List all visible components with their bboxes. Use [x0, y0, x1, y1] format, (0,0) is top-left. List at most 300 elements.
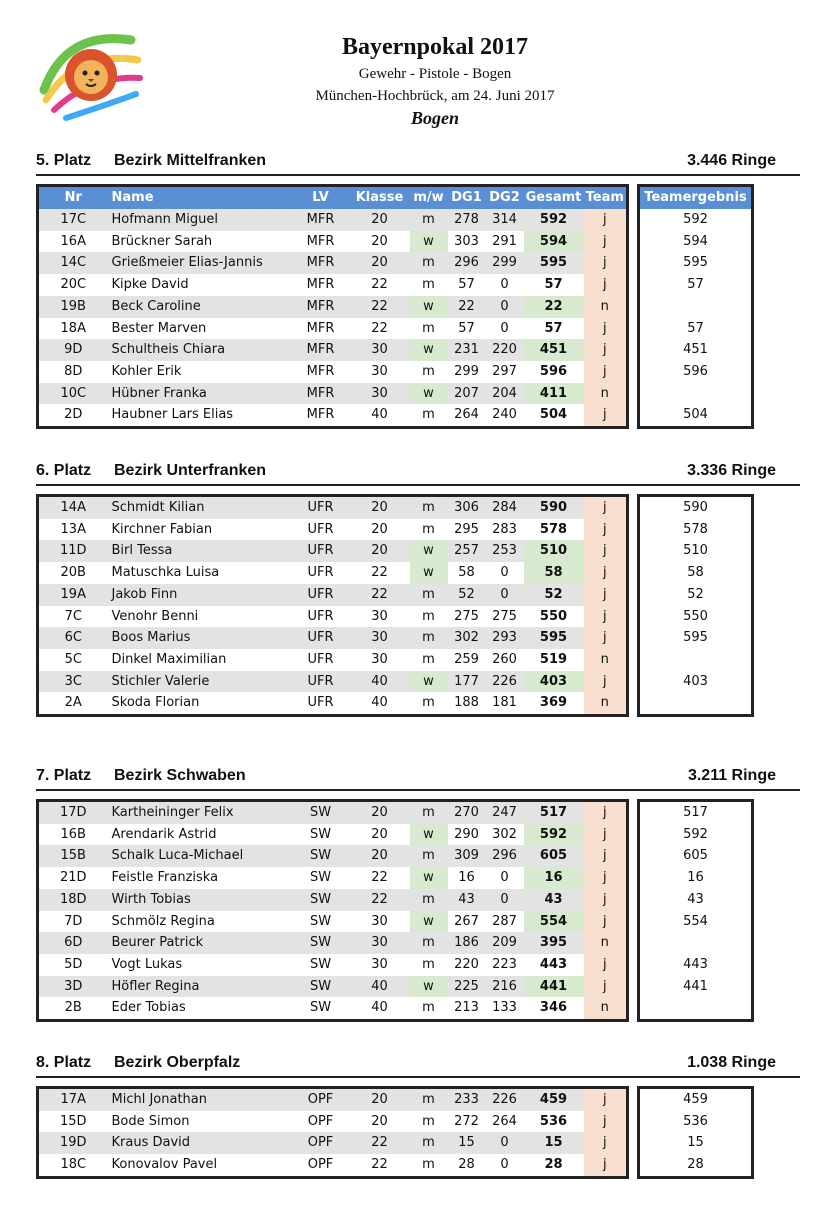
table-row: [38, 540, 753, 562]
table-header-row: [38, 186, 753, 210]
shooter-number: 6D: [38, 932, 108, 954]
column-header: Gesamt: [524, 186, 584, 210]
class-value: 40: [350, 692, 410, 715]
district-code: MFR: [292, 404, 350, 427]
class-value: 20: [350, 801, 410, 824]
shooter-number: 5C: [38, 649, 108, 671]
column-header: Klasse: [350, 186, 410, 210]
total-score: 595: [524, 627, 584, 649]
district-code: SW: [292, 932, 350, 954]
shooter-name: Schultheis Chiara: [108, 339, 292, 361]
section-heading: [36, 765, 800, 791]
class-value: 20: [350, 1111, 410, 1133]
round1-score: 57: [448, 274, 486, 296]
round2-score: 287: [486, 911, 524, 933]
round1-score: 309: [448, 845, 486, 867]
shooter-number: 19D: [38, 1132, 108, 1154]
column-separator: [628, 997, 639, 1020]
gender-value: w: [410, 231, 448, 253]
table-row: [38, 824, 753, 846]
round2-score: 314: [486, 209, 524, 231]
shooter-number: 16B: [38, 824, 108, 846]
shooter-name: Schmidt Kilian: [108, 496, 292, 519]
district-code: MFR: [292, 231, 350, 253]
gender-value: m: [410, 1088, 448, 1111]
table-row: [38, 231, 753, 253]
team-result: 504: [639, 404, 753, 427]
column-separator: [628, 252, 639, 274]
total-score: 605: [524, 845, 584, 867]
round2-score: 0: [486, 274, 524, 296]
gender-value: m: [410, 954, 448, 976]
total-score: 58: [524, 562, 584, 584]
shooter-number: 9D: [38, 339, 108, 361]
gender-value: m: [410, 584, 448, 606]
district-code: UFR: [292, 649, 350, 671]
total-score: 22: [524, 296, 584, 318]
total-score: 411: [524, 383, 584, 405]
shooter-number: 18C: [38, 1154, 108, 1177]
shooter-number: 17D: [38, 801, 108, 824]
table-row: [38, 845, 753, 867]
column-separator: [628, 671, 639, 693]
shooter-name: Kohler Erik: [108, 361, 292, 383]
gender-value: m: [410, 889, 448, 911]
shooter-name: Venohr Benni: [108, 606, 292, 628]
district-code: OPF: [292, 1088, 350, 1111]
column-separator: [628, 361, 639, 383]
team-flag: n: [584, 692, 628, 715]
table-row: [38, 519, 753, 541]
round1-score: 22: [448, 296, 486, 318]
column-separator: [628, 404, 639, 427]
column-separator: [628, 274, 639, 296]
round1-score: 306: [448, 496, 486, 519]
column-separator: [628, 1154, 639, 1177]
team-result: 28: [639, 1154, 753, 1177]
total-score: 369: [524, 692, 584, 715]
round1-score: 264: [448, 404, 486, 427]
column-separator: [628, 296, 639, 318]
team-result: 441: [639, 976, 753, 998]
round2-score: 209: [486, 932, 524, 954]
table-row: [38, 274, 753, 296]
round1-score: 213: [448, 997, 486, 1020]
team-result: 592: [639, 209, 753, 231]
round2-score: 275: [486, 606, 524, 628]
team-result: 592: [639, 824, 753, 846]
round2-score: 133: [486, 997, 524, 1020]
team-flag: j: [584, 824, 628, 846]
column-separator: [628, 209, 639, 231]
column-separator: [628, 496, 639, 519]
team-flag: n: [584, 296, 628, 318]
district-code: UFR: [292, 584, 350, 606]
table-row: [38, 209, 753, 231]
shooter-number: 6C: [38, 627, 108, 649]
column-separator: [628, 1132, 639, 1154]
gender-value: m: [410, 1154, 448, 1177]
column-separator: [628, 383, 639, 405]
district-code: SW: [292, 801, 350, 824]
total-score: 517: [524, 801, 584, 824]
gender-value: w: [410, 296, 448, 318]
team-flag: j: [584, 867, 628, 889]
team-flag: j: [584, 627, 628, 649]
shooter-name: Grießmeier Elias-Jannis: [108, 252, 292, 274]
class-value: 40: [350, 976, 410, 998]
shooter-number: 2B: [38, 997, 108, 1020]
district-code: MFR: [292, 339, 350, 361]
team-flag: j: [584, 976, 628, 998]
table-row: [38, 867, 753, 889]
column-separator: [628, 562, 639, 584]
column-header: DG2: [486, 186, 524, 210]
column-separator: [628, 824, 639, 846]
class-value: 40: [350, 997, 410, 1020]
shooter-name: Skoda Florian: [108, 692, 292, 715]
table-row: [38, 911, 753, 933]
round2-score: 226: [486, 1088, 524, 1111]
round2-score: 293: [486, 627, 524, 649]
section-place: 6. Platz: [36, 462, 92, 479]
shooter-number: 3C: [38, 671, 108, 693]
total-score: 15: [524, 1132, 584, 1154]
team-section: [36, 1052, 800, 1173]
results-table: [36, 494, 754, 717]
section-total: 3.446 Ringe: [687, 152, 776, 169]
column-separator: [628, 540, 639, 562]
total-score: 596: [524, 361, 584, 383]
column-header: Teamergebnis: [639, 186, 753, 210]
total-score: 578: [524, 519, 584, 541]
team-result: 554: [639, 911, 753, 933]
team-flag: j: [584, 519, 628, 541]
round2-score: 260: [486, 649, 524, 671]
district-code: UFR: [292, 606, 350, 628]
shooter-name: Boos Marius: [108, 627, 292, 649]
team-flag: j: [584, 889, 628, 911]
section-total: 1.038 Ringe: [687, 1054, 776, 1071]
round2-score: 297: [486, 361, 524, 383]
shooter-name: Michl Jonathan: [108, 1088, 292, 1111]
shooter-name: Stichler Valerie: [108, 671, 292, 693]
team-flag: j: [584, 361, 628, 383]
shooter-number: 15D: [38, 1111, 108, 1133]
class-value: 30: [350, 339, 410, 361]
class-value: 22: [350, 274, 410, 296]
shooter-number: 2D: [38, 404, 108, 427]
column-separator: [628, 584, 639, 606]
district-code: SW: [292, 976, 350, 998]
shooter-number: 17C: [38, 209, 108, 231]
column-header: Nr: [38, 186, 108, 210]
round1-score: 220: [448, 954, 486, 976]
round2-score: 0: [486, 889, 524, 911]
team-result: 16: [639, 867, 753, 889]
table-row: [38, 801, 753, 824]
district-code: UFR: [292, 562, 350, 584]
class-value: 22: [350, 1154, 410, 1177]
shooter-number: 8D: [38, 361, 108, 383]
class-value: 30: [350, 954, 410, 976]
class-value: 30: [350, 649, 410, 671]
class-value: 30: [350, 932, 410, 954]
schuetzenjugend-logo: [36, 20, 146, 130]
total-score: 451: [524, 339, 584, 361]
round1-score: 16: [448, 867, 486, 889]
total-score: 595: [524, 252, 584, 274]
shooter-name: Konovalov Pavel: [108, 1154, 292, 1177]
class-value: 22: [350, 889, 410, 911]
round1-score: 225: [448, 976, 486, 998]
round2-score: 302: [486, 824, 524, 846]
round1-score: 28: [448, 1154, 486, 1177]
round2-score: 283: [486, 519, 524, 541]
gender-value: m: [410, 997, 448, 1020]
team-result: 536: [639, 1111, 753, 1133]
team-flag: j: [584, 584, 628, 606]
round2-score: 264: [486, 1111, 524, 1133]
round1-score: 57: [448, 318, 486, 340]
gender-value: m: [410, 1111, 448, 1133]
team-result: 517: [639, 801, 753, 824]
section-heading: [36, 1052, 800, 1078]
round2-score: 220: [486, 339, 524, 361]
shooter-number: 20B: [38, 562, 108, 584]
round1-score: 278: [448, 209, 486, 231]
class-value: 22: [350, 1132, 410, 1154]
column-separator: [628, 932, 639, 954]
shooter-number: 16A: [38, 231, 108, 253]
section-place: 5. Platz: [36, 152, 92, 169]
team-flag: j: [584, 231, 628, 253]
round1-score: 272: [448, 1111, 486, 1133]
total-score: 43: [524, 889, 584, 911]
round2-score: 253: [486, 540, 524, 562]
page-title: Bayernpokal 2017: [341, 34, 529, 60]
district-code: UFR: [292, 496, 350, 519]
round1-score: 15: [448, 1132, 486, 1154]
gender-value: w: [410, 976, 448, 998]
team-result: 605: [639, 845, 753, 867]
team-flag: n: [584, 649, 628, 671]
team-flag: j: [584, 606, 628, 628]
total-score: 16: [524, 867, 584, 889]
table-row: [38, 954, 753, 976]
team-flag: n: [584, 997, 628, 1020]
gender-value: m: [410, 496, 448, 519]
class-value: 20: [350, 231, 410, 253]
round1-score: 259: [448, 649, 486, 671]
team-result: 403: [639, 671, 753, 693]
class-value: 40: [350, 404, 410, 427]
class-value: 20: [350, 845, 410, 867]
district-code: SW: [292, 954, 350, 976]
shooter-name: Kraus David: [108, 1132, 292, 1154]
gender-value: m: [410, 404, 448, 427]
shooter-number: 7D: [38, 911, 108, 933]
column-separator: [628, 1088, 639, 1111]
district-code: SW: [292, 824, 350, 846]
section-heading: [36, 150, 800, 176]
shooter-number: 14A: [38, 496, 108, 519]
section-heading: [36, 460, 800, 486]
team-result: 596: [639, 361, 753, 383]
team-flag: j: [584, 252, 628, 274]
shooter-number: 11D: [38, 540, 108, 562]
shooter-number: 14C: [38, 252, 108, 274]
round2-score: 0: [486, 867, 524, 889]
class-value: 20: [350, 519, 410, 541]
district-code: UFR: [292, 692, 350, 715]
shooter-name: Feistle Franziska: [108, 867, 292, 889]
team-flag: j: [584, 540, 628, 562]
section-place: 7. Platz: [36, 767, 92, 784]
round2-score: 0: [486, 562, 524, 584]
column-separator: [628, 845, 639, 867]
total-score: 592: [524, 824, 584, 846]
round2-score: 223: [486, 954, 524, 976]
class-value: 22: [350, 296, 410, 318]
gender-value: m: [410, 318, 448, 340]
shooter-number: 3D: [38, 976, 108, 998]
gender-value: m: [410, 274, 448, 296]
shooter-name: Kartheininger Felix: [108, 801, 292, 824]
class-value: 22: [350, 318, 410, 340]
team-result: [639, 296, 753, 318]
column-separator: [628, 801, 639, 824]
column-separator: [628, 339, 639, 361]
shooter-number: 15B: [38, 845, 108, 867]
section-district: Bezirk Mittelfranken: [114, 152, 267, 169]
gender-value: m: [410, 606, 448, 628]
class-value: 20: [350, 1088, 410, 1111]
team-flag: j: [584, 801, 628, 824]
shooter-name: Hofmann Miguel: [108, 209, 292, 231]
round2-score: 0: [486, 318, 524, 340]
table-row: [38, 606, 753, 628]
team-result: 15: [639, 1132, 753, 1154]
column-separator: [628, 606, 639, 628]
table-row: [38, 584, 753, 606]
class-value: 30: [350, 606, 410, 628]
column-separator: [628, 1111, 639, 1133]
district-code: MFR: [292, 252, 350, 274]
shooter-name: Wirth Tobias: [108, 889, 292, 911]
column-separator: [628, 318, 639, 340]
team-flag: j: [584, 318, 628, 340]
round2-score: 284: [486, 496, 524, 519]
team-flag: j: [584, 845, 628, 867]
shooter-name: Eder Tobias: [108, 997, 292, 1020]
shooter-name: Brückner Sarah: [108, 231, 292, 253]
lion-logo-icon: [36, 20, 146, 130]
column-header: Name: [108, 186, 292, 210]
team-result: 595: [639, 252, 753, 274]
class-value: 30: [350, 383, 410, 405]
team-result: 594: [639, 231, 753, 253]
section-district: Bezirk Oberpfalz: [114, 1054, 241, 1071]
round2-score: 296: [486, 845, 524, 867]
section-district: Bezirk Unterfranken: [114, 462, 267, 479]
team-flag: j: [584, 209, 628, 231]
section-place: 8. Platz: [36, 1054, 92, 1071]
round1-score: 296: [448, 252, 486, 274]
shooter-name: Vogt Lukas: [108, 954, 292, 976]
team-result: [639, 997, 753, 1020]
table-row: [38, 671, 753, 693]
round1-score: 177: [448, 671, 486, 693]
round1-score: 58: [448, 562, 486, 584]
results-table: [36, 184, 754, 429]
shooter-number: 5D: [38, 954, 108, 976]
team-result: 57: [639, 274, 753, 296]
total-score: 510: [524, 540, 584, 562]
section-total: 3.336 Ringe: [687, 462, 776, 479]
team-section: [36, 765, 800, 1016]
section-total: 3.211 Ringe: [687, 767, 776, 784]
table-row: [38, 562, 753, 584]
column-separator: [628, 627, 639, 649]
table-row: [38, 1132, 753, 1154]
district-code: SW: [292, 889, 350, 911]
column-separator: [628, 976, 639, 998]
column-separator: [628, 649, 639, 671]
shooter-number: 10C: [38, 383, 108, 405]
round1-score: 231: [448, 339, 486, 361]
gender-value: m: [410, 519, 448, 541]
round2-score: 240: [486, 404, 524, 427]
team-result: 510: [639, 540, 753, 562]
table-row: [38, 1111, 753, 1133]
team-result: 43: [639, 889, 753, 911]
column-header: m/w: [410, 186, 448, 210]
column-separator: [628, 231, 639, 253]
total-score: 536: [524, 1111, 584, 1133]
location-date-line: München-Hochbrück, am 24. Juni 2017: [315, 88, 555, 104]
total-score: 441: [524, 976, 584, 998]
shooter-name: Kirchner Fabian: [108, 519, 292, 541]
class-value: 22: [350, 562, 410, 584]
shooter-name: Schmölz Regina: [108, 911, 292, 933]
team-result: 443: [639, 954, 753, 976]
column-separator: [628, 911, 639, 933]
gender-value: m: [410, 845, 448, 867]
district-code: MFR: [292, 318, 350, 340]
round1-score: 303: [448, 231, 486, 253]
shooter-number: 13A: [38, 519, 108, 541]
round2-score: 226: [486, 671, 524, 693]
gender-value: m: [410, 692, 448, 715]
district-code: SW: [292, 845, 350, 867]
team-result: 590: [639, 496, 753, 519]
column-separator: [628, 954, 639, 976]
table-row: [38, 404, 753, 427]
team-result: 58: [639, 562, 753, 584]
table-row: [38, 296, 753, 318]
shooter-number: 21D: [38, 867, 108, 889]
team-section: [36, 460, 800, 711]
team-section: [36, 150, 800, 423]
table-row: [38, 932, 753, 954]
round2-score: 204: [486, 383, 524, 405]
district-code: MFR: [292, 361, 350, 383]
district-code: MFR: [292, 274, 350, 296]
gender-value: w: [410, 562, 448, 584]
team-result: 595: [639, 627, 753, 649]
team-flag: j: [584, 911, 628, 933]
